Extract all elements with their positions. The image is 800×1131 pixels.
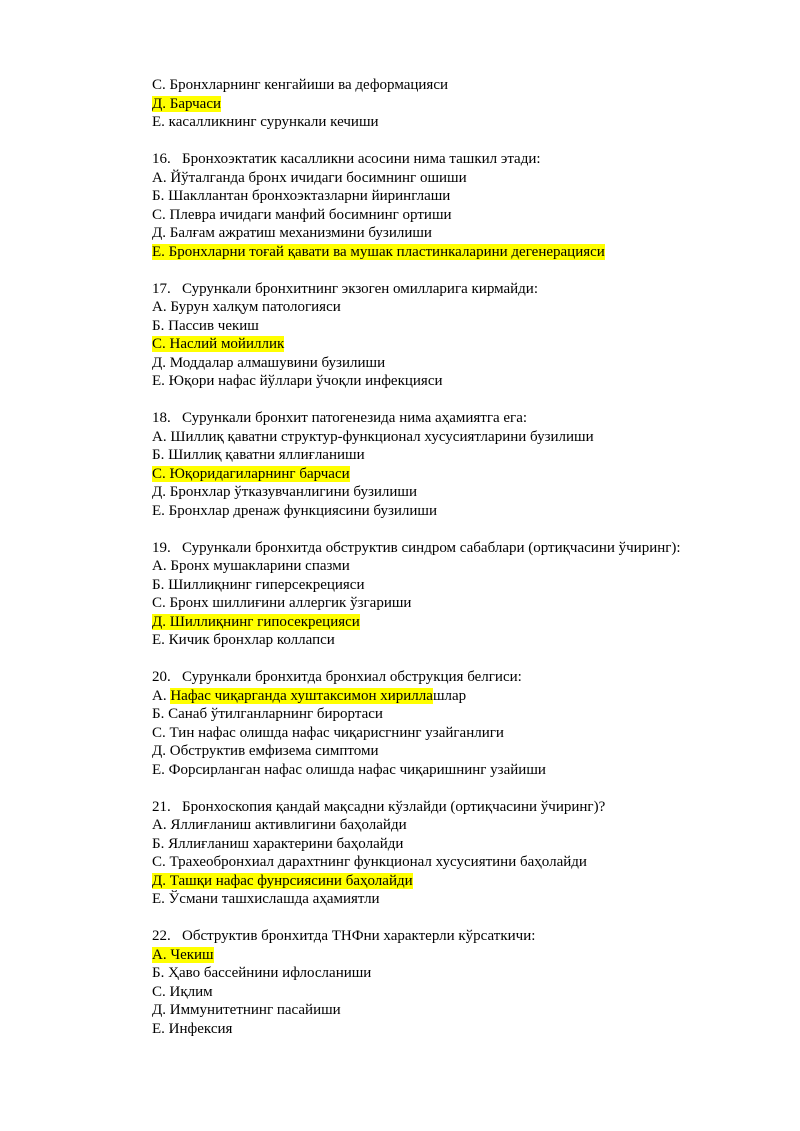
option-line	[152, 354, 792, 373]
question-number: 17.	[152, 280, 171, 297]
question-spacer	[152, 132, 792, 151]
option-line	[152, 317, 792, 336]
option-text: A. Бронх мушакларини спазми	[152, 558, 350, 574]
option-text: E. касалликнинг сурункали кечиши	[152, 114, 379, 130]
option-text: шлар	[432, 687, 467, 704]
option-line	[152, 742, 792, 761]
question-text: Бронхоэктатик касалликни асосини нима ташкил этади:	[182, 151, 541, 167]
question-number: 21.	[152, 798, 171, 815]
question-line	[152, 150, 792, 169]
correct-answer-highlight: C. Наслий мойиллик	[152, 336, 285, 352]
option-line	[152, 1001, 792, 1020]
option-text: Д. Обструктив емфизема симптоми	[152, 743, 379, 759]
option-text: Б. Ҳаво бассейнини ифлосланиши	[152, 965, 372, 981]
option-line	[152, 187, 792, 206]
option-line	[152, 169, 792, 188]
document-content	[152, 76, 792, 1038]
correct-answer-highlight: Д. Барчаси	[152, 95, 222, 112]
option-line	[152, 631, 792, 650]
option-line	[152, 243, 792, 262]
option-text: A. Шиллиқ қаватни структур-функционал хусусиятларини бузилиши	[152, 428, 594, 445]
question-spacer	[152, 650, 792, 669]
option-text: A. Бурун халқум патологияси	[152, 299, 341, 315]
option-line	[152, 372, 792, 391]
option-text: E. Юқори нафас йўллари ўчоқли инфекцияси	[152, 373, 443, 389]
option-text: E. Кичик бронхлар коллапси	[152, 632, 335, 648]
option-text: Б. Яллиғланиш характерини баҳолайди	[152, 835, 404, 852]
question-spacer	[152, 261, 792, 280]
option-text: Д. Моддалар алмашувини бузилиши	[152, 354, 386, 371]
question-line	[152, 668, 792, 687]
option-line	[152, 1020, 792, 1039]
question-text: Сурункали бронхитда бронхиал обструкция белгиси:	[182, 669, 522, 685]
option-line	[152, 853, 792, 872]
option-line	[152, 428, 792, 447]
option-line	[152, 946, 792, 965]
option-line	[152, 298, 792, 317]
option-text: C. Бронхларнинг кенгайиши ва деформацияси	[152, 77, 449, 93]
question-line	[152, 927, 792, 946]
correct-answer-highlight: Нафас чиқарганда хуштаксимон хирилла	[170, 687, 433, 704]
option-line	[152, 502, 792, 521]
option-text: C. Трахеобронхиал дарахтнинг функционал хусусиятини баҳолайди	[152, 854, 587, 870]
option-line	[152, 594, 792, 613]
option-text: E. Ўсмани ташхислашда аҳамиятли	[152, 891, 380, 907]
option-line	[152, 446, 792, 465]
option-text: C. Бронх шиллиғини аллергик ўзгариши	[152, 595, 412, 611]
option-line	[152, 705, 792, 724]
question-text: Сурункали бронхит патогенезида нима аҳамиятга ега:	[182, 410, 528, 426]
option-text: Д. Бронхлар ўтказувчанлигини бузилиши	[152, 484, 417, 500]
option-line	[152, 687, 792, 706]
option-text: Б. Шиллиқнинг гиперсекрецияси	[152, 576, 365, 593]
correct-answer-highlight: A. Чекиш	[152, 946, 214, 963]
option-line	[152, 76, 792, 95]
question-number: 16.	[152, 151, 171, 167]
question-line	[152, 280, 792, 299]
correct-answer-highlight: Д. Ташқи нафас фунрсиясини баҳолайди	[152, 872, 413, 889]
question-line	[152, 409, 792, 428]
question-number: 20.	[152, 669, 171, 685]
option-line	[152, 761, 792, 780]
question-spacer	[152, 520, 792, 539]
option-line	[152, 206, 792, 225]
option-line	[152, 113, 792, 132]
question-text: Сурункали бронхитда обструктив синдром сабаблари (ортиқчасини ўчиринг):	[182, 539, 681, 556]
option-text: E. Форсирланган нафас олишда нафас чиқаришнинг узайиши	[152, 761, 546, 778]
question-text: Сурункали бронхитнинг экзоген омилларига кирмайди:	[182, 280, 538, 297]
option-text: C. Тин нафас олишда нафас чиқарисгнинг узайганлиги	[152, 724, 504, 741]
option-line	[152, 613, 792, 632]
option-text: C. Плевра ичидаги манфий босимнинг ортиши	[152, 206, 452, 223]
question-spacer	[152, 779, 792, 798]
option-line	[152, 557, 792, 576]
option-line	[152, 335, 792, 354]
option-line	[152, 890, 792, 909]
option-line	[152, 816, 792, 835]
option-prefix: A.	[152, 687, 171, 704]
question-line	[152, 798, 792, 817]
option-text: Б. Пассив чекиш	[152, 317, 259, 334]
correct-answer-highlight: Д. Шиллиқнинг гипосекрецияси	[152, 613, 360, 630]
option-text: C. Иқлим	[152, 983, 213, 1000]
option-line	[152, 835, 792, 854]
option-line	[152, 224, 792, 243]
option-text: E. Инфексия	[152, 1020, 233, 1037]
question-number: 22.	[152, 928, 171, 944]
option-line	[152, 983, 792, 1002]
option-line	[152, 465, 792, 484]
option-text: E. Бронхлар дренаж функциясини бузилиши	[152, 502, 437, 519]
question-text: Обструктив бронхитда ТНФни характерли кўрсаткичи:	[182, 928, 536, 944]
option-line	[152, 576, 792, 595]
option-text: Б. Шиллиқ қаватни яллиғланиши	[152, 447, 365, 463]
option-line	[152, 872, 792, 891]
option-line	[152, 95, 792, 114]
option-line	[152, 724, 792, 743]
question-line	[152, 539, 792, 558]
option-text: Б. Шакллантан бронхоэктазларни йиринглаши	[152, 188, 451, 204]
question-spacer	[152, 909, 792, 928]
option-text: Б. Санаб ўтилганларнинг бирортаси	[152, 706, 383, 722]
question-text: Бронхоскопия қандай мақсадни кўзлайди (ортиқчасини ўчиринг)?	[182, 798, 606, 815]
question-number: 19.	[152, 539, 171, 556]
option-text: A. Яллиғланиш активлигини баҳолайди	[152, 817, 407, 833]
correct-answer-highlight: E. Бронхларни тоғай қавати ва мушак пластинкаларини дегенерацияси	[152, 243, 605, 260]
option-text: A. Йўталганда бронх ичидаги босимнинг ошиши	[152, 169, 467, 186]
option-text: Д. Иммунитетнинг пасайиши	[152, 1002, 341, 1018]
option-line	[152, 964, 792, 983]
option-text: Д. Балғам ажратиш механизмини бузилиши	[152, 225, 432, 241]
correct-answer-highlight: C. Юқоридагиларнинг барчаси	[152, 465, 350, 482]
option-line	[152, 483, 792, 502]
question-number: 18.	[152, 410, 171, 426]
question-spacer	[152, 391, 792, 410]
